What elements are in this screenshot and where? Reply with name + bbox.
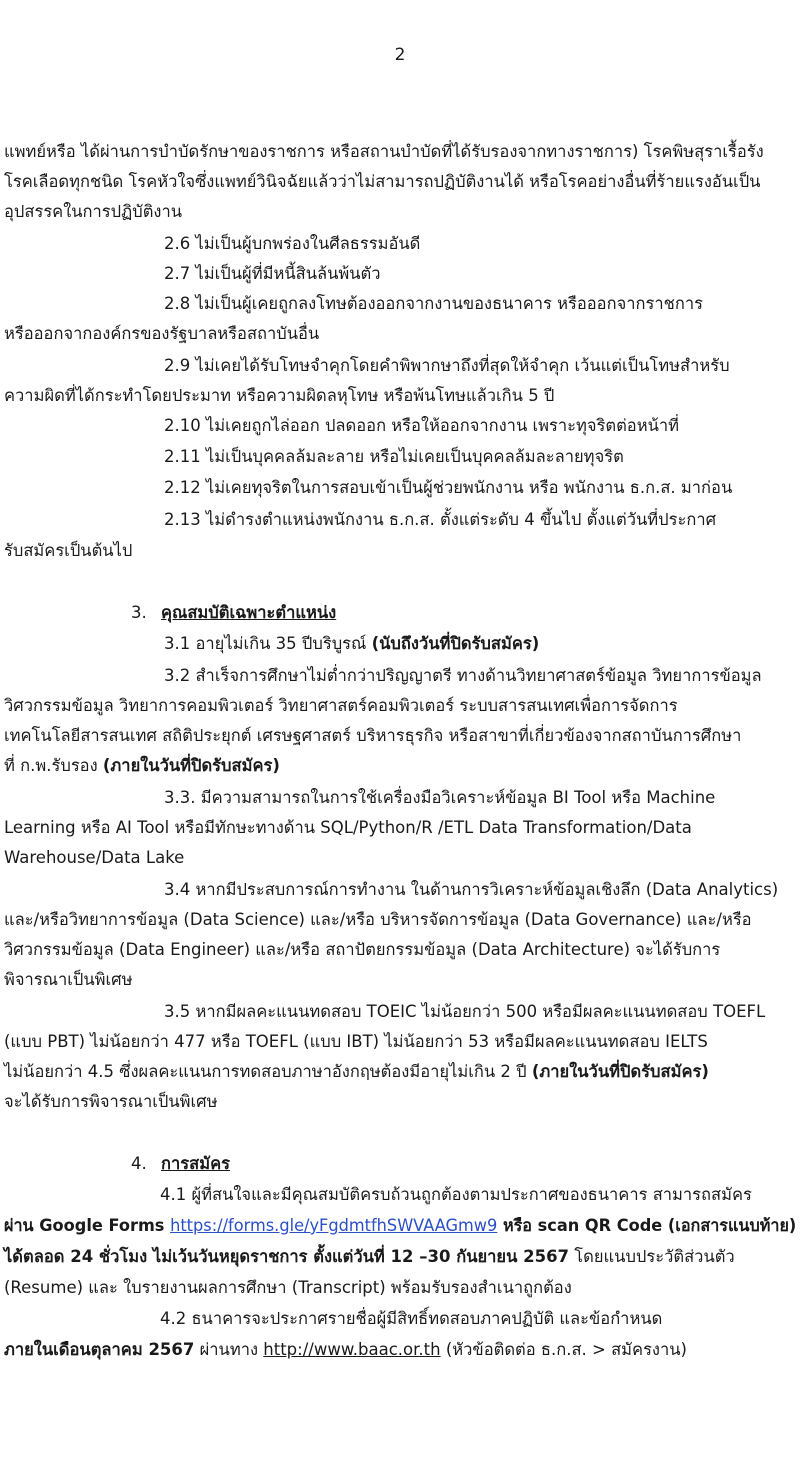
item-2-11: 2.11 ไม่เป็นบุคคลล้มละลาย หรือไม่เคยเป็นบุคคลล้มละลายทุจริต	[164, 447, 624, 466]
text-line: โรคเลือดทุกชนิด โรคหัวใจซึ่งแพทย์วินิจฉัยแล้วว่าไม่สามารถปฏิบัติงานได้ หรือโรคอย่างอื่นที่ร้ายแรงอันเป็น	[4, 172, 761, 191]
item-3-5-cont: จะได้รับการพิจารณาเป็นพิเศษ	[4, 1092, 218, 1111]
item-3-4-cont: และ/หรือวิทยาการข้อมูล (Data Science) และ/หรือ บริหารจัดการข้อมูล (Data Governance) และ/หรือ	[4, 910, 752, 929]
page-number: 2	[394, 45, 406, 65]
item-3-4: 3.4 หากมีประสบการณ์การทำงาน ในด้านการวิเคราะห์ข้อมูลเชิงลึก (Data Analytics)	[164, 880, 779, 899]
text-line: แพทย์หรือ ได้ผ่านการบำบัดรักษาของราชการ หรือสถานบำบัดที่ได้รับรองจากทางราชการ) โรคพิษสุราเรื้อรัง	[4, 142, 764, 161]
item-4-1-cont: ผ่าน Google Forms https://forms.gle/yFgdmtfhSWVAAGmw9 หรือ scan QR Code (เอกสารแนบท้าย)	[4, 1216, 797, 1235]
item-3-3-cont: Learning หรือ AI Tool หรือมีทักษะทางด้าน SQL/Python/R /ETL Data Transformation/Data	[4, 818, 692, 837]
text-line: อุปสรรคในการปฏิบัติงาน	[4, 202, 183, 221]
item-3-2-cont: เทคโนโลยีสารสนเทศ สถิติประยุกต์ เศรษฐศาสตร์ บริหารธุรกิจ หรือสาขาที่เกี่ยวข้องจากสถาบันการศึกษา	[4, 726, 742, 745]
item-2-13: 2.13 ไม่ดำรงตำแหน่งพนักงาน ธ.ก.ส. ตั้งแต่ระดับ 4 ขึ้นไป ตั้งแต่วันที่ประกาศ	[164, 510, 717, 529]
item-2-10: 2.10 ไม่เคยถูกไล่ออก ปลดออก หรือให้ออกจากงาน เพราะทุจริตต่อหน้าที่	[164, 416, 680, 435]
item-3-2-cont: วิศวกรรมข้อมูล วิทยาการคอมพิวเตอร์ วิทยาศาสตร์คอมพิวเตอร์ ระบบสารสนเทศเพื่อการจัดการ	[4, 696, 678, 715]
section-number: 4.	[131, 1154, 147, 1173]
item-4-1-cont: (Resume) และ ใบรายงานผลการศึกษา (Transcript) พร้อมรับรองสำเนาถูกต้อง	[4, 1278, 572, 1297]
item-3-3-cont: Warehouse/Data Lake	[4, 848, 185, 867]
item-2-6: 2.6 ไม่เป็นผู้บกพร่องในศีลธรรมอันดี	[164, 234, 421, 253]
item-2-9-cont: ความผิดที่ได้กระทำโดยประมาท หรือความผิดลหุโทษ หรือพ้นโทษแล้วเกิน 5 ปี	[4, 386, 555, 405]
item-2-7: 2.7 ไม่เป็นผู้ที่มีหนี้สินล้นพ้นตัว	[164, 264, 381, 283]
item-3-5-cont: (แบบ PBT) ไม่น้อยกว่า 477 หรือ TOEFL (แบบ IBT) ไม่น้อยกว่า 53 หรือมีผลคะแนนทดสอบ IELTS	[4, 1032, 708, 1051]
item-3-2-cont: ที่ ก.พ.รับรอง (ภายในวันที่ปิดรับสมัคร)	[4, 756, 280, 775]
baac-website-link[interactable]: http://www.baac.or.th	[263, 1340, 441, 1359]
item-2-8: 2.8 ไม่เป็นผู้เคยถูกลงโทษต้องออกจากงานของธนาคาร หรือออกจากราชการ	[164, 294, 703, 313]
item-2-9: 2.9 ไม่เคยได้รับโทษจำคุกโดยคำพิพากษาถึงที่สุดให้จำคุก เว้นแต่เป็นโทษสำหรับ	[164, 356, 730, 375]
section-title: การสมัคร	[161, 1154, 230, 1173]
item-2-12: 2.12 ไม่เคยทุจริตในการสอบเข้าเป็นผู้ช่วยพนักงาน หรือ พนักงาน ธ.ก.ส. มาก่อน	[164, 478, 733, 497]
item-3-5-cont: ไม่น้อยกว่า 4.5 ซึ่งผลคะแนนการทดสอบภาษาอังกฤษต้องมีอายุไม่เกิน 2 ปี (ภายในวันที่ปิดรับสมัคร)	[4, 1062, 709, 1081]
item-4-1: 4.1 ผู้ที่สนใจและมีคุณสมบัติครบถ้วนถูกต้องตามประกาศของธนาคาร สามารถสมัคร	[160, 1185, 752, 1204]
item-4-1-cont: ได้ตลอด 24 ชั่วโมง ไม่เว้นวันหยุดราชการ ตั้งแต่วันที่ 12 –30 กันยายน 2567 โดยแนบประวัติส่วนตัว	[4, 1247, 735, 1266]
item-4-2-cont: ภายในเดือนตุลาคม 2567 ผ่านทาง http://www.baac.or.th (หัวข้อติดต่อ ธ.ก.ส. > สมัครงาน)	[4, 1340, 687, 1359]
item-3-4-cont: พิจารณาเป็นพิเศษ	[4, 970, 133, 989]
item-3-2: 3.2 สำเร็จการศึกษาไม่ต่ำกว่าปริญญาตรี ทางด้านวิทยาศาสตร์ข้อมูล วิทยาการข้อมูล	[164, 666, 762, 685]
item-4-2: 4.2 ธนาคารจะประกาศรายชื่อผู้มีสิทธิ์ทดสอบภาคปฏิบัติ และข้อกำหนด	[160, 1309, 663, 1328]
item-3-1: 3.1 อายุไม่เกิน 35 ปีบริบูรณ์ (นับถึงวันที่ปิดรับสมัคร)	[164, 634, 540, 653]
google-forms-link[interactable]: https://forms.gle/yFgdmtfhSWVAAGmw9	[170, 1216, 498, 1235]
item-3-3: 3.3. มีความสามารถในการใช้เครื่องมือวิเคราะห์ข้อมูล BI Tool หรือ Machine	[164, 788, 716, 807]
item-3-4-cont: วิศวกรรมข้อมูล (Data Engineer) และ/หรือ สถาปัตยกรรมข้อมูล (Data Architecture) จะได้รับการ	[4, 940, 721, 959]
section-number: 3.	[131, 603, 147, 622]
section-3-heading	[131, 601, 336, 625]
item-3-5: 3.5 หากมีผลคะแนนทดสอบ TOEIC ไม่น้อยกว่า 500 หรือมีผลคะแนนทดสอบ TOEFL	[164, 1002, 766, 1021]
section-4-heading	[131, 1152, 230, 1176]
section-title: คุณสมบัติเฉพาะตำแหน่ง	[161, 603, 337, 622]
item-2-8-cont: หรือออกจากองค์กรของรัฐบาลหรือสถาบันอื่น	[4, 324, 320, 343]
item-2-13-cont: รับสมัครเป็นต้นไป	[4, 541, 133, 560]
